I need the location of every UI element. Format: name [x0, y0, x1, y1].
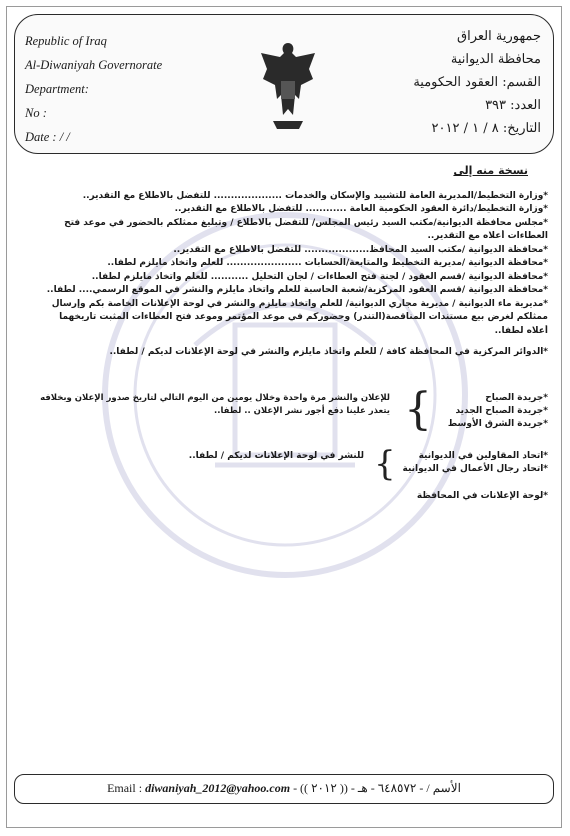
email-address: diwaniyah_2012@yahoo.com — [145, 781, 291, 795]
country-name-ar: جمهورية العراق — [457, 29, 541, 44]
recipient-line: *وزارة التخطيط/دائرة العقود الحكومية العامة ............ للتفضل بالاطلاع مع التقدير.. — [174, 204, 548, 214]
brace-icon: { — [404, 384, 432, 435]
section-name-ar: القسم: العقود الحكومية — [413, 75, 541, 90]
recipient-line: *محافظة الديوانية /مكتب السيد المحافظ................... للتفضل بالاطلاع مع التقدير.. — [173, 244, 548, 255]
reference-number: العدد: ٣٩٣ — [485, 98, 541, 113]
recipient-line: *محافظة الديوانية /قسم العقود المركزية/شعبة الحاسبة للعلم واتخاذ مايلزم والنشر في الموقع الرسمي.... لطفا.. — [46, 285, 548, 295]
recipient-line: *مديرية ماء الديوانية / مديرية مجاري الديوانية/ للعلم واتخاذ مايلزم والنشر في لوحة الإعلانات الخاصة بكم وإرسال — [51, 298, 548, 309]
country-name-en: Republic of Iraq — [25, 34, 107, 48]
department-label: Department: — [25, 82, 89, 96]
newspaper-note-line: للإعلان والنشر مرة واحدة وخلال يومين من اليوم التالي لتاريخ صدور الإعلان وبخلافه — [40, 393, 390, 403]
recipient-line: العطاءات أعلاه مع التقدير.. — [427, 231, 548, 241]
footer-details: - (( ٢٠١٢ )) - الأسم / - ٦٤٨٥٧٢ - هـ — [293, 781, 461, 795]
newspaper-name: *جريدة الشرق الأوسط — [447, 419, 548, 429]
letterhead — [14, 14, 554, 154]
governorate-name-en: Al-Diwaniyah Governorate — [25, 58, 163, 72]
email-label: Email : — [107, 781, 143, 795]
newspaper-name: *جريدة الصباح الجديد — [455, 406, 548, 416]
recipient-line: ممثلكم لغرض بيع مستندات المناقصة(التندر) وحضوركم في موعد المؤتمر وموعد فتح العطاءات المثبت تاريخهما — [59, 312, 548, 322]
newspaper-name: *جريدة الصباح — [485, 393, 548, 403]
governorate-name-ar: محافظة الديوانية — [450, 52, 541, 67]
copy-to-heading: نسخة منه إلى — [453, 164, 528, 177]
footer-bar — [14, 774, 554, 804]
letterhead-arabic — [371, 25, 541, 140]
letterhead-english — [25, 29, 225, 149]
newspaper-note — [40, 392, 390, 418]
eagle-emblem-icon — [253, 35, 323, 135]
recipient-line: *محافظة الديوانية /مديرية التخطيط والمتابعة/الحسابات ...................... للعلم واتخاذ مايلزم لطفا.. — [107, 258, 548, 268]
union-name: *اتحاد رجال الأعمال في الديوانية — [402, 464, 548, 474]
recipient-line: أعلاه لطفا.. — [494, 325, 548, 336]
brace-icon: { — [374, 444, 396, 484]
notice-board: *لوحة الإعلانات في المحافظة — [416, 491, 548, 501]
unions-list — [403, 450, 548, 476]
recipient-line: *محافظة الديوانية /قسم العقود / لجنة فتح العطاءات / لجان التحليل ........... للعلم واتخاذ مايلزم لطفا.. — [91, 271, 548, 282]
number-label: No : — [25, 106, 47, 120]
letter-date: التاريخ: ٨ / ١ / ٢٠١٢ — [431, 121, 541, 136]
footer-contact — [15, 781, 553, 796]
newspaper-list — [448, 392, 548, 431]
unions-note: للنشر في لوحة الإعلانات لديكم / لطفا.. — [188, 451, 364, 461]
union-name: *اتحاد المقاولين في الديوانية — [418, 451, 548, 461]
distribution-list — [28, 164, 548, 360]
recipient-line: *وزارة التخطيط/المديرية العامة للتشييد والإسكان والخدمات .................... للتفضل بالاطلاع مع التقدير.. — [82, 190, 548, 201]
date-label: Date : / / — [25, 130, 70, 144]
newspaper-note-line: يتعذر علينا دفع أجور نشر الإعلان .. لطفا.. — [214, 406, 390, 416]
recipient-line: *الدوائر المركزية في المحافظة كافة / للعلم واتخاذ مايلزم والنشر في لوحة الإعلانات لديكم / لطفا.. — [109, 347, 548, 357]
recipient-line: *مجلس محافظة الديوانية/مكتب السيد رئيس المجلس/ للتفضل بالاطلاع / وتبليغ ممثلكم بالحضور في موعد فتح — [64, 217, 548, 228]
